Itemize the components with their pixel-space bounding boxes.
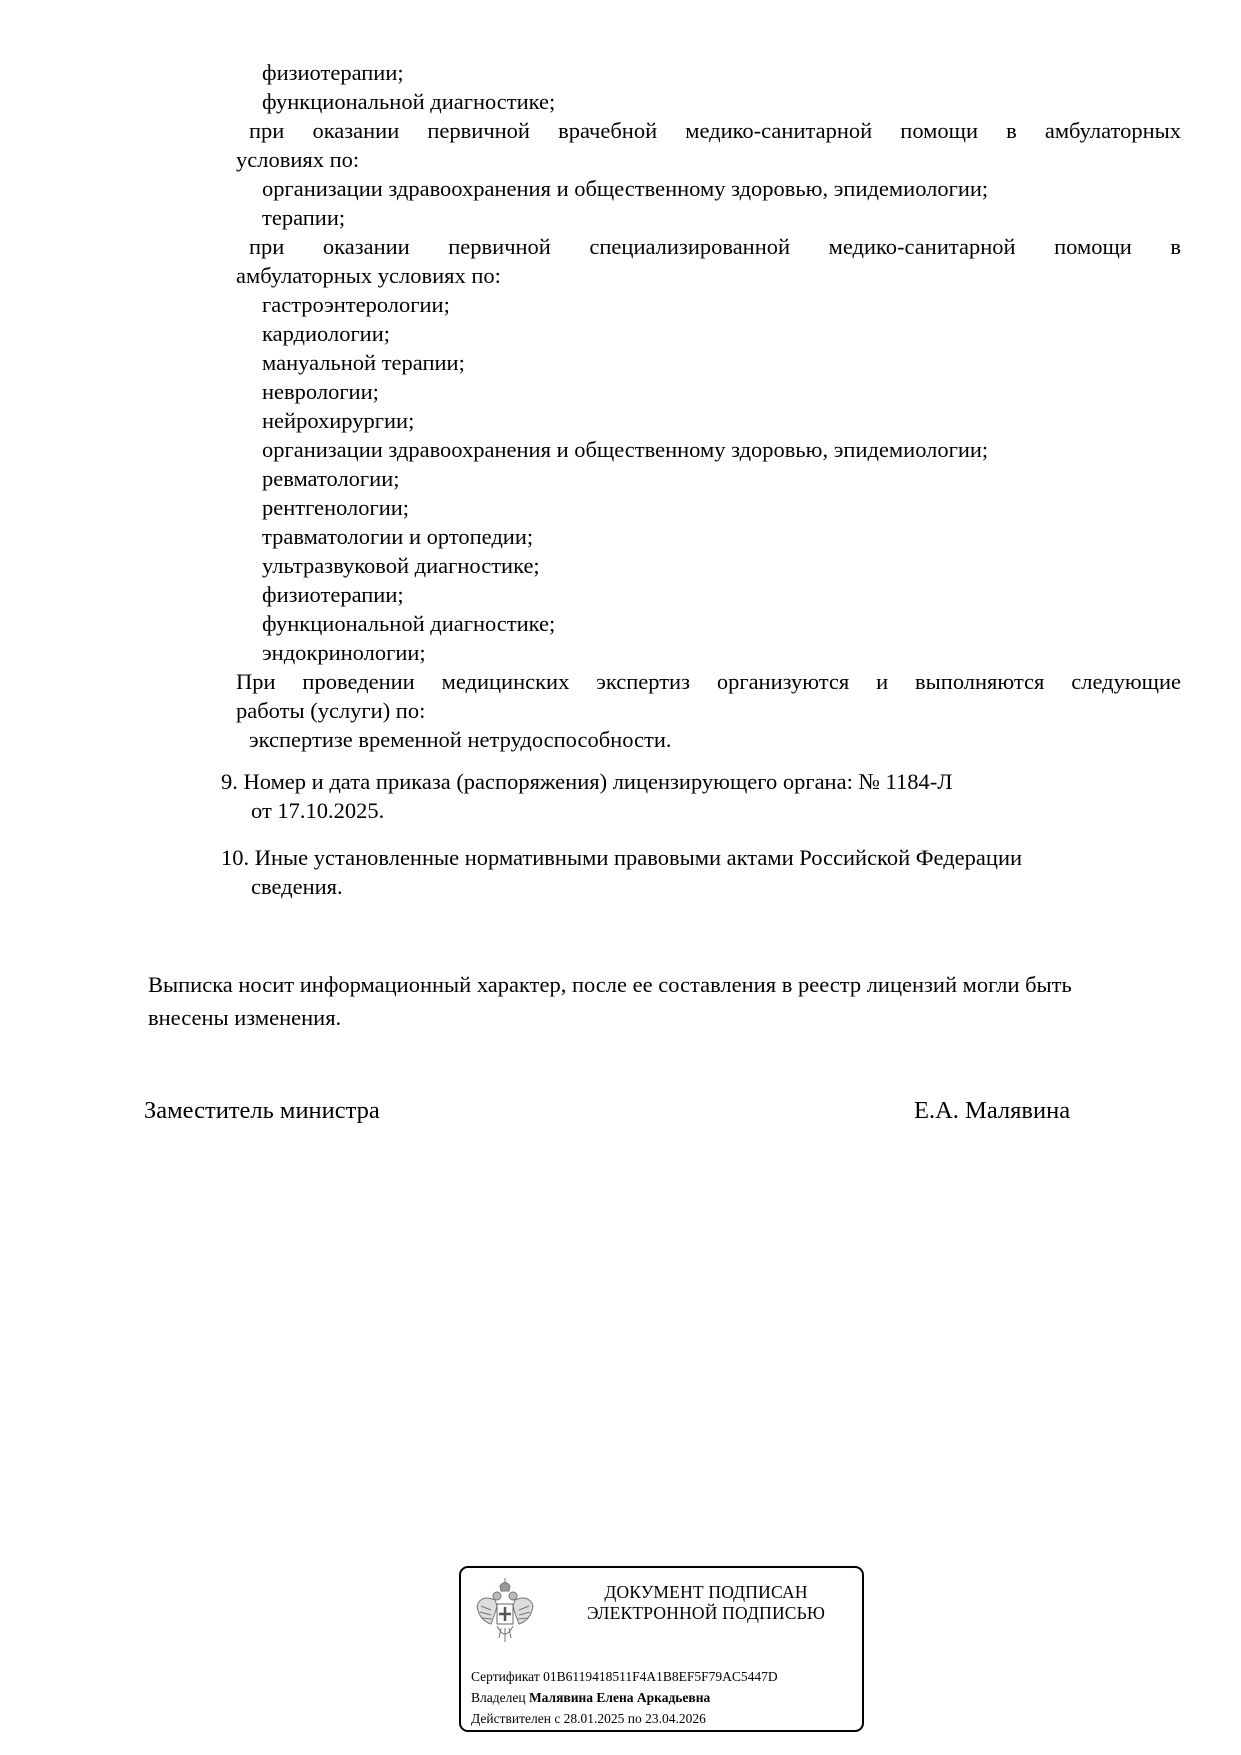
section-intro: при оказании первичной врачебной медико-санитарной помощи в амбулаторных [249, 118, 1181, 143]
list-item: травматологии и ортопедии; [262, 524, 534, 549]
list-item: экспертизе временной нетрудоспособности. [249, 727, 672, 752]
signatory-name: Е.А. Малявина [914, 1097, 1071, 1124]
list-item: кардиологии; [262, 321, 391, 346]
list-item: гастроэнтерологии; [262, 292, 450, 317]
owner-row [471, 1689, 710, 1706]
item-10-other: 10. Иные установленные нормативными правовыми актами Российской Федерации [221, 845, 1023, 870]
section-intro-cont: амбулаторных условиях по: [236, 263, 501, 288]
validity-value: с 28.01.2025 по 23.04.2026 [554, 1711, 706, 1726]
stamp-title [561, 1582, 851, 1624]
list-item: эндокринологии; [262, 640, 426, 665]
list-item: функциональной диагностике; [262, 611, 556, 636]
item-9-order: 9. Номер и дата приказа (распоряжения) лицензирующего органа: № 1184-Л [221, 769, 953, 794]
list-item: организации здравоохранения и общественному здоровью, эпидемиологии; [262, 437, 989, 462]
section-intro: при оказании первичной специализированной медико-санитарной помощи в [249, 234, 1181, 259]
section-intro-cont: условиях по: [236, 147, 360, 172]
stamp-title-line1: ДОКУМЕНТ ПОДПИСАН [604, 1582, 808, 1602]
electronic-signature-stamp [459, 1566, 864, 1732]
certificate-row [471, 1668, 778, 1685]
list-item: физиотерапии; [262, 60, 404, 85]
list-item: ультразвуковой диагностике; [262, 553, 540, 578]
item-9-date: от 17.10.2025. [251, 798, 385, 823]
list-item: мануальной терапии; [262, 350, 465, 375]
list-item: физиотерапии; [262, 582, 404, 607]
signatory-position: Заместитель министра [144, 1097, 380, 1124]
list-item: терапии; [262, 205, 346, 230]
item-10-other-cont: сведения. [251, 874, 343, 899]
section-intro: При проведении медицинских экспертиз организуются и выполняются следующие [236, 669, 1181, 694]
list-item: организации здравоохранения и общественному здоровью, эпидемиологии; [262, 176, 989, 201]
owner-value: Малявина Елена Аркадьевна [528, 1690, 711, 1705]
list-item: рентгенологии; [262, 495, 410, 520]
certificate-value: 01B6119418511F4A1B8EF5F79AC5447D [543, 1669, 778, 1684]
validity-label: Действителен [471, 1711, 551, 1726]
list-item: ревматологии; [262, 466, 400, 491]
coat-of-arms-emblem-icon [473, 1576, 537, 1648]
owner-label: Владелец [471, 1690, 526, 1705]
list-item: функциональной диагностике; [262, 89, 556, 114]
disclaimer: Выписка носит информационный характер, после ее составления в реестр лицензий могли быть [148, 972, 1072, 997]
validity-row [471, 1710, 706, 1727]
certificate-label: Сертификат [471, 1669, 540, 1684]
list-item: неврологии; [262, 379, 379, 404]
list-item: нейрохирургии; [262, 408, 415, 433]
disclaimer-cont: внесены изменения. [148, 1005, 342, 1030]
section-intro-cont: работы (услуги) по: [236, 698, 426, 723]
stamp-title-line2: ЭЛЕКТРОННОЙ ПОДПИСЬЮ [586, 1603, 826, 1623]
